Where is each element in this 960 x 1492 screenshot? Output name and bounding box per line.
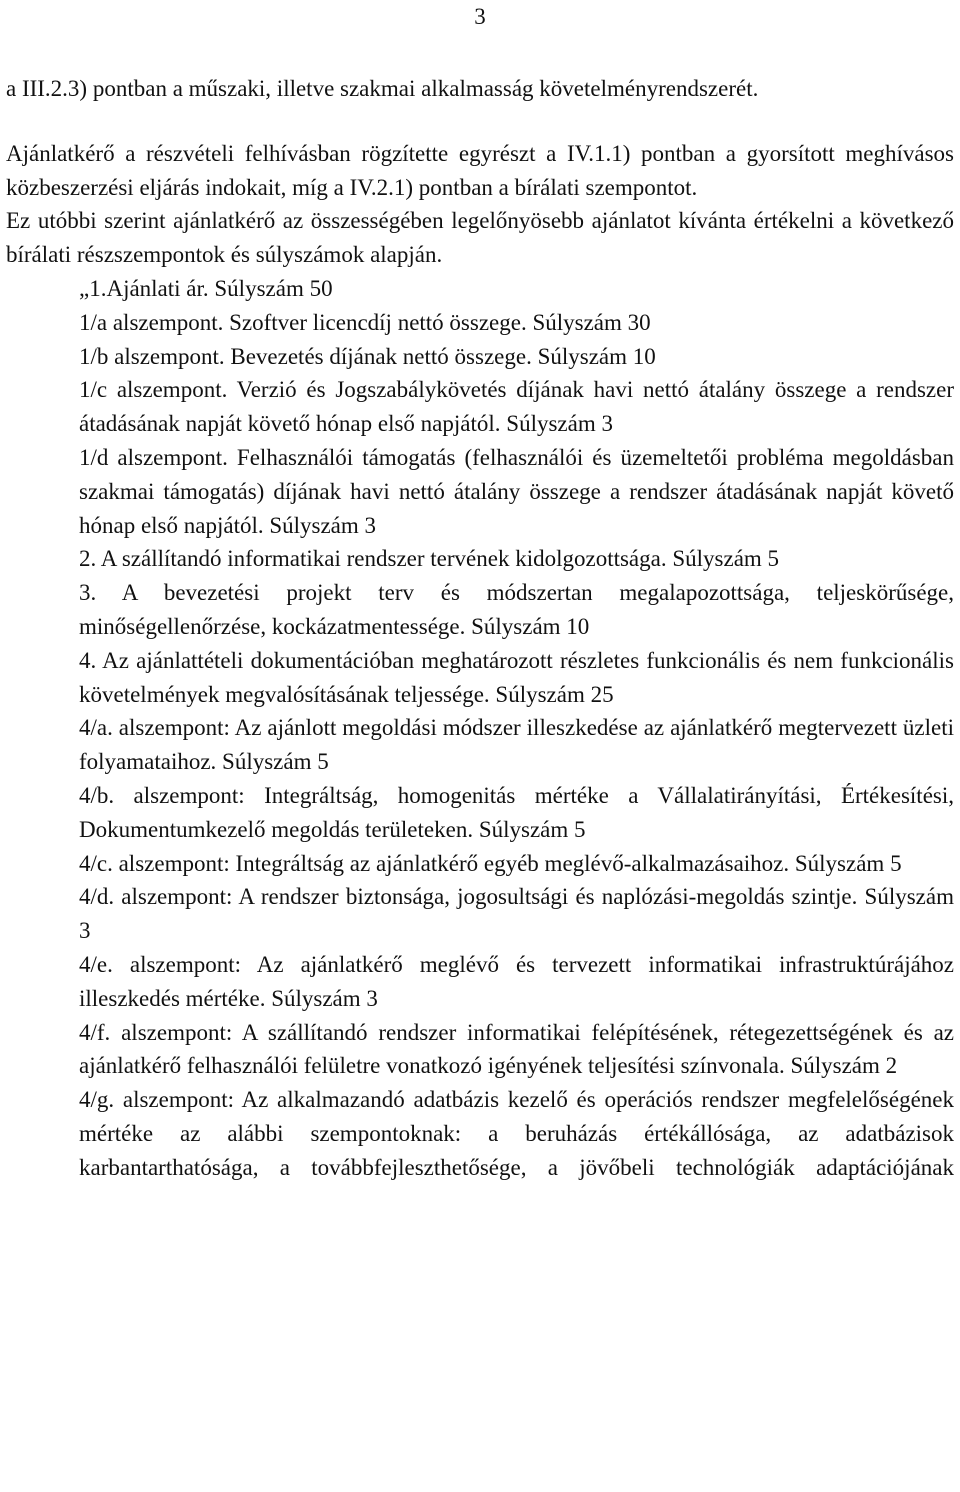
criterion-4b: 4/b. alszempont: Integráltság, homogenitás mértéke a Vállalatirányítási, Értékesítési, Dokumentumkezelő megoldás területeken. Súlyszám 5 (79, 782, 954, 842)
criterion-1c: 1/c alszempont. Verzió és Jogszabálykövetés díjának havi nettó átalány összege a rendszer átadásának napját követő hónap első napjától. Súlyszám 3 (79, 377, 954, 437)
criterion-4d: 4/d. alszempont: A rendszer biztonsága, jogosultsági és naplózási-megoldás szintje. Súlyszám 3 (79, 884, 954, 944)
criterion-4: 4. Az ajánlattételi dokumentációban meghatározott részletes funkcionális és nem funkcionális követelmények megvalósításának teljessége. Súlyszám 25 (79, 647, 954, 707)
criterion-4f: 4/f. alszempont: A szállítandó rendszer informatikai felépítésének, rétegezettségének és az ajánlatkérő felhasználói felületre vonatkozó igényének teljesítési színvonala. Súlyszám 2 (79, 1019, 954, 1079)
page-number: 3 (474, 4, 486, 29)
criterion-1b: 1/b alszempont. Bevezetés díjának nettó összege. Súlyszám 10 (79, 343, 656, 369)
criterion-1a: 1/a alszempont. Szoftver licencdíj nettó összege. Súlyszám 30 (79, 309, 651, 335)
criterion-ajanlati-ar: „1.Ajánlati ár. Súlyszám 50 (79, 275, 333, 301)
criterion-1d: 1/d alszempont. Felhasználói támogatás (felhasználói és üzemeltetői probléma megoldásban szakmai támogatás) díjának havi nettó átalány összege a rendszer átadásának napját követő hónap első napjától. Súlyszám 3 (79, 444, 954, 538)
criterion-2: 2. A szállítandó informatikai rendszer tervének kidolgozottsága. Súlyszám 5 (79, 546, 780, 572)
paragraph-alkalmassag: a III.2.3) pontban a műszaki, illetve szakmai alkalmasság követelményrendszerét. (6, 76, 759, 101)
criterion-4a: 4/a. alszempont: Az ajánlott megoldási módszer illeszkedése az ajánlatkérő megtervezett üzleti folyamataihoz. Súlyszám 5 (79, 715, 954, 775)
criterion-4e: 4/e. alszempont: Az ajánlatkérő meglévő és tervezett informatikai infrastruktúrájához illeszkedés mértéke. Súlyszám 3 (79, 951, 954, 1011)
criterion-4g: 4/g. alszempont: Az alkalmazandó adatbázis kezelő és operációs rendszer megfelelőségének mértéke az alábbi szempontoknak: a beruházás értékállósága, az adatbázisok karbantarthatósága, a továbbfejleszthetősége, a jövőbeli technológiák adaptációjának (79, 1087, 954, 1180)
criterion-4c: 4/c. alszempont: Integráltság az ajánlatkérő egyéb meglévő-alkalmazásaihoz. Súlyszám 5 (79, 850, 902, 876)
document-body (6, 72, 954, 1185)
paragraph-biralati-szempontok: Ez utóbbi szerint ajánlatkérő az összességében legelőnyösebb ajánlatot kívánta értékelni a következő bírálati részszempontok és súlyszámok alapján. (6, 208, 954, 268)
criterion-3: 3. A bevezetési projekt terv és módszertan megalapozottsága, teljeskörűsége, minőségellenőrzése, kockázatmentessége. Súlyszám 10 (79, 580, 954, 639)
paragraph-felhivas: Ajánlatkérő a részvételi felhívásban rögzítette egyrészt a IV.1.1) pontban a gyorsított meghívásos közbeszerzési eljárás indokait, míg a IV.2.1) pontban a bírálati szempontot. (6, 140, 954, 200)
